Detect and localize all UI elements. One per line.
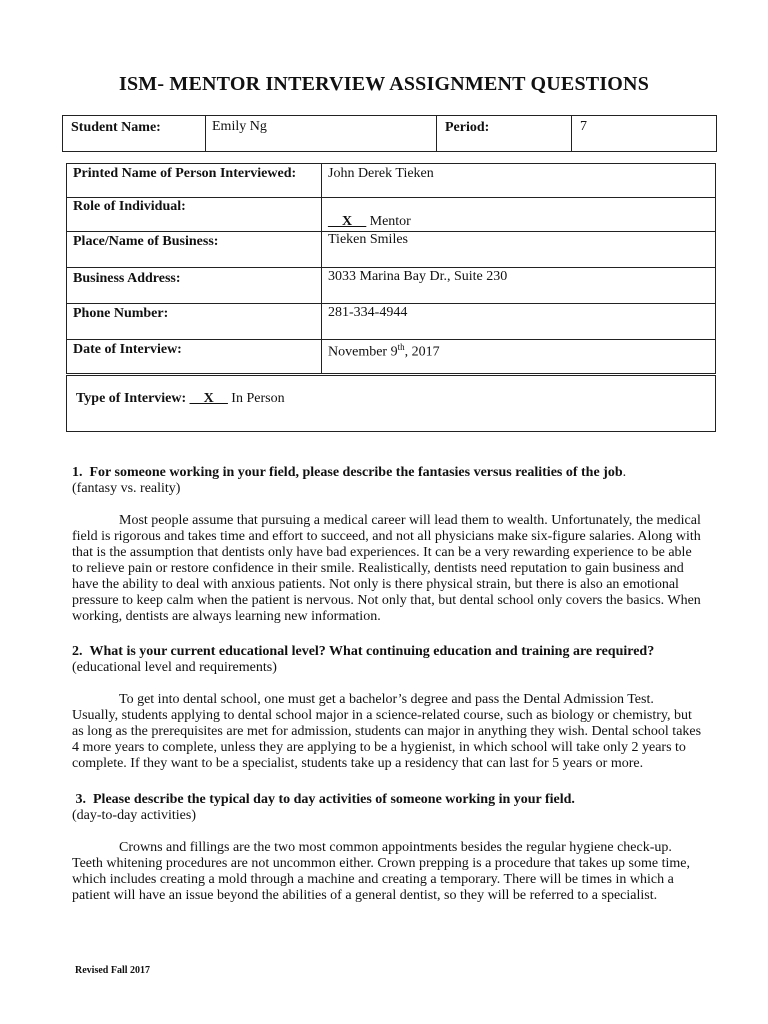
type-label: Type of Interview: [76, 391, 187, 406]
place-value: Tieken Smiles [322, 232, 716, 268]
address-value: 3033 Marina Bay Dr., Suite 230 [322, 268, 716, 304]
interview-info-table [66, 163, 716, 374]
type-mark: __X__ [189, 391, 228, 406]
question-3 [72, 792, 702, 824]
question-subtitle: (fantasy vs. reality) [72, 481, 181, 496]
question-number: 3. [75, 792, 86, 807]
phone-value: 281-334-4944 [322, 304, 716, 340]
address-label: Business Address: [67, 268, 322, 304]
role-value: Mentor [369, 214, 411, 229]
answer-2: To get into dental school, one must get a bachelor’s degree and pass the Dental Admission Test. Usually, students applying to dental school major in a science-related course, such as biology or chemistry, but as long as the prerequisites are met for admission, students can major in anything they wish. Dental school takes 4 more years to complete, unless they are applying to be a hygienist, in which school will take only 2 years to complete. If they want to be a specialist, students take up a residency that can last for 5 years or more. [72, 692, 702, 771]
place-label: Place/Name of Business: [67, 232, 322, 268]
answer-1: Most people assume that pursuing a medical career will lead them to wealth. Unfortunately, the medical field is rigorous and takes time and effort to succeed, and not all physicians make six-figure salaries. Along with that is the assumption that dentists only have bad experiences. It can be a very rewarding experience to be able to relieve pain or restore confidence in their smile. Realistically, dentists need reputation to gain business and have the ability to deal with anxious patients. Not only is there physical strain, but there is also an emotional pressure to keep calm when the patient is nervous. Not only that, but dental school only covers the basics. When working, dentists are always learning new information. [72, 513, 701, 624]
date-value [322, 340, 716, 374]
question-number: 1. [72, 465, 83, 480]
printed-name-value: John Derek Tieken [322, 164, 716, 198]
phone-label: Phone Number: [67, 304, 322, 340]
period-value: 7 [572, 116, 717, 152]
interview-type-box [66, 375, 716, 432]
date-year: , 2017 [404, 344, 440, 360]
question-subtitle: (day-to-day activities) [72, 808, 197, 823]
student-info-table [62, 115, 717, 152]
question-text: For someone working in your field, please describe the fantasies versus realities of the job [89, 465, 623, 480]
page-title: ISM- MENTOR INTERVIEW ASSIGNMENT QUESTIONS [118, 73, 650, 95]
question-text: What is your current educational level? What continuing education and training are required? [89, 644, 655, 659]
interview-type-line [76, 391, 285, 407]
date-label: Date of Interview: [67, 340, 322, 374]
footer-revision: Revised Fall 2017 [75, 965, 150, 976]
student-name-value: Emily Ng [206, 116, 437, 152]
answer-3: Crowns and fillings are the two most common appointments besides the regular hygiene check-up. Teeth whitening procedures are not uncommon either. Crown prepping is a procedure that takes up some time, which includes creating a mold through a machine and creating a temporary. There will be times in which a patient will have an issue beyond the abilities of a general dentist, so they will be referred to a specialist. [72, 840, 690, 903]
question-number: 2. [72, 644, 83, 659]
date-month-day: November 9 [328, 344, 398, 360]
question-2 [72, 644, 702, 676]
role-mark: __X__ [328, 214, 367, 229]
question-1 [72, 465, 702, 497]
type-value: In Person [231, 391, 285, 406]
question-subtitle: (educational level and requirements) [72, 660, 277, 675]
period-label: Period: [437, 116, 572, 152]
date-suffix: th [397, 342, 405, 352]
role-cell [322, 198, 716, 232]
printed-name-label: Printed Name of Person Interviewed: [67, 164, 322, 198]
student-name-label: Student Name: [63, 116, 206, 152]
question-end: . [622, 465, 627, 480]
question-text: Please describe the typical day to day activities of someone working in your field. [93, 792, 575, 807]
role-label: Role of Individual: [67, 198, 322, 232]
